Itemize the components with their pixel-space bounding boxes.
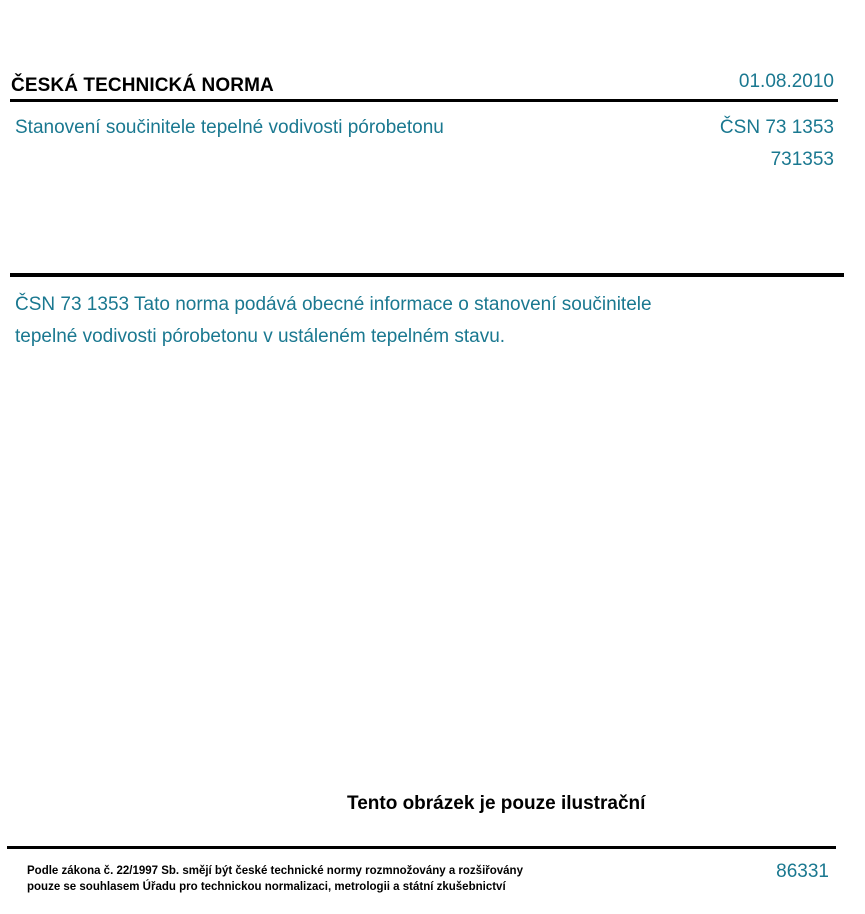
document-description	[15, 289, 775, 353]
section-divider	[10, 273, 844, 277]
description-line: tepelné vodivosti pórobetonu v ustáleném tepelném stavu.	[15, 326, 506, 347]
legal-line: pouze se souhlasem Úřadu pro technickou normalizaci, metrologii a státní zkušebnictví	[27, 881, 506, 893]
footer-number: 86331	[776, 861, 829, 882]
illustration-note: Tento obrázek je pouze ilustrační	[347, 793, 646, 814]
classification-number: 731353	[770, 149, 834, 170]
header-divider	[10, 99, 838, 102]
standard-date: 01.08.2010	[738, 71, 834, 92]
legal-line: Podle zákona č. 22/1997 Sb. smějí být české technické normy rozmnožovány a rozšiřovány	[27, 865, 523, 877]
footer-legal-notice	[27, 863, 523, 895]
footer-divider	[7, 846, 836, 849]
csn-code: ČSN 73 1353	[719, 117, 834, 138]
document-title: Stanovení součinitele tepelné vodivosti pórobetonu	[15, 117, 444, 138]
description-line: ČSN 73 1353 Tato norma podává obecné informace o stanovení součinitele	[15, 294, 652, 315]
standard-header-title: ČESKÁ TECHNICKÁ NORMA	[11, 75, 274, 96]
